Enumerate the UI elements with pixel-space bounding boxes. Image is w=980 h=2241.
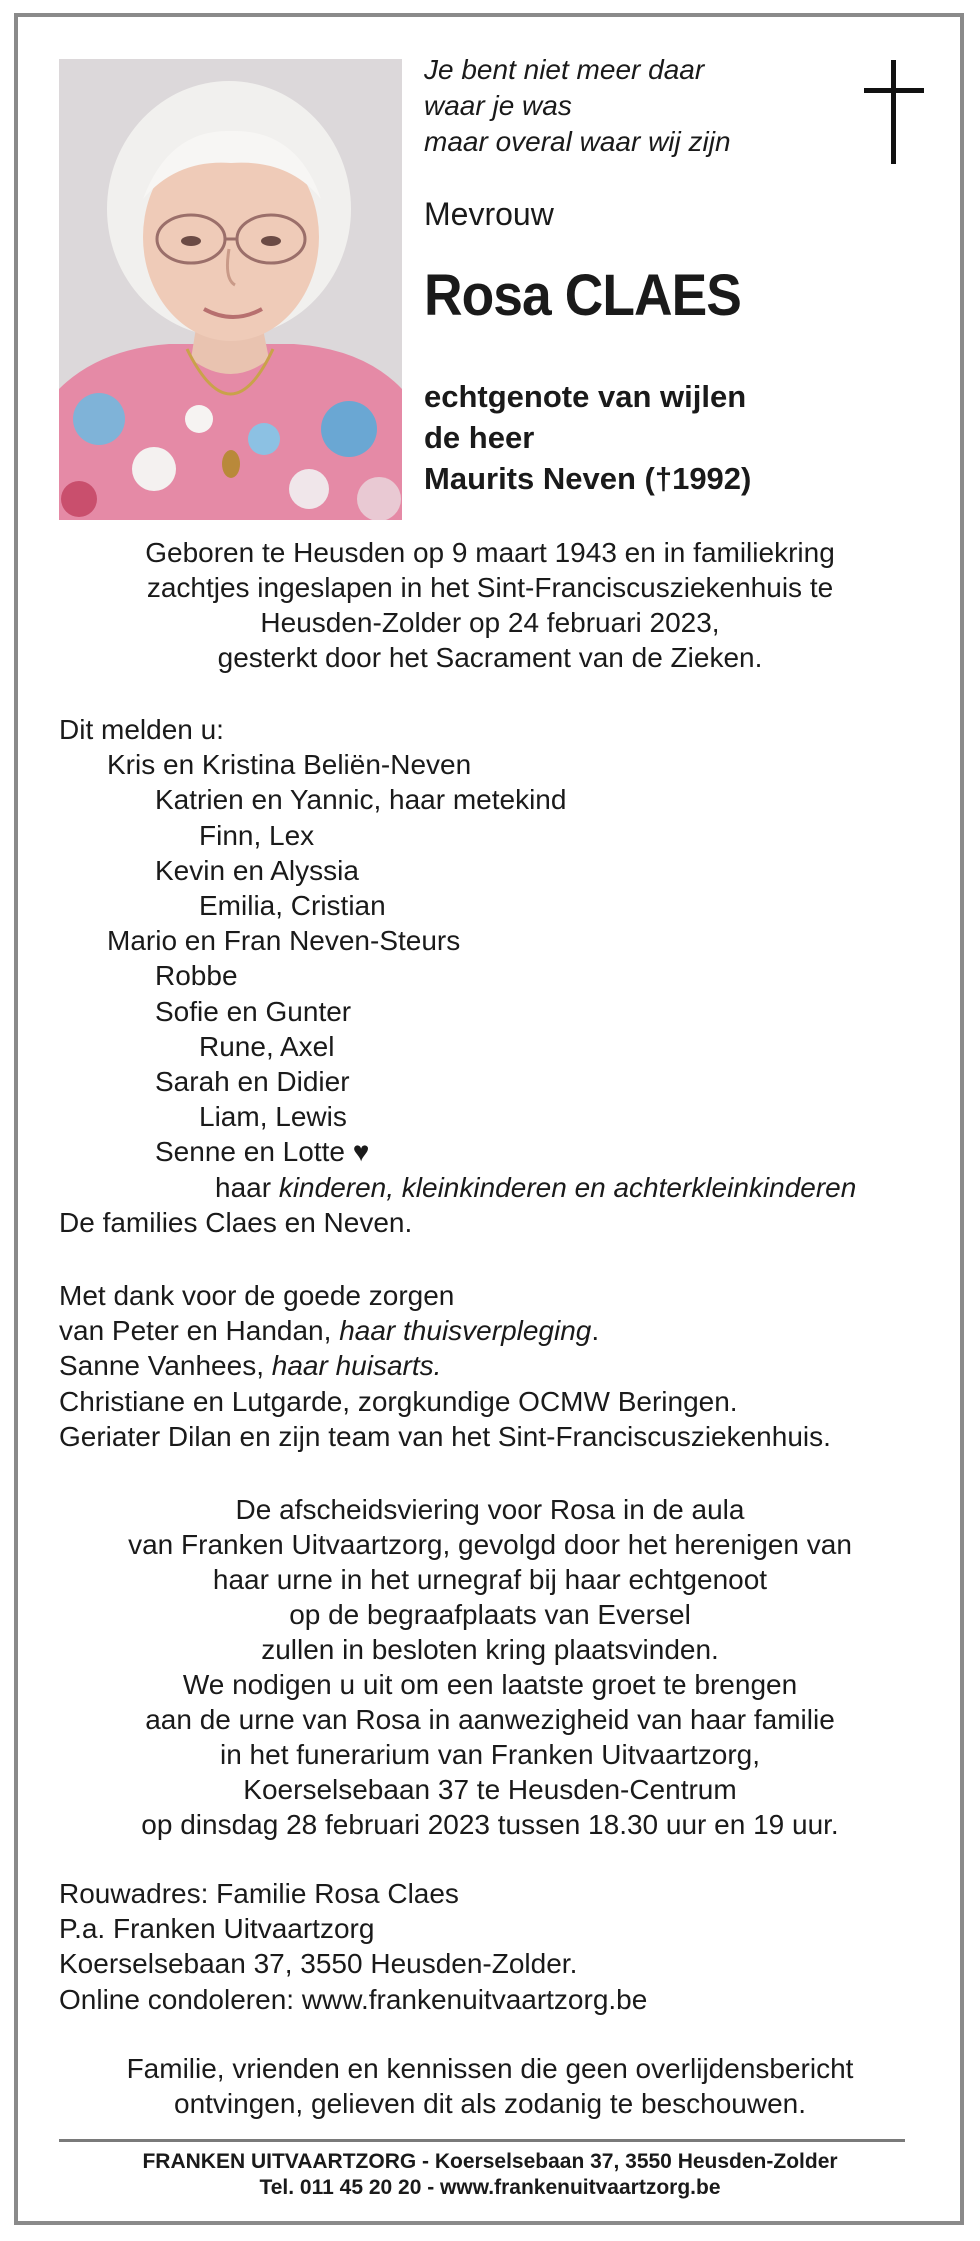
funeral-line: haar urne in het urnegraf bij haar echtgenoot: [212, 1564, 768, 1595]
address-line: Online condoleren: www.frankenuitvaartzorg.be: [59, 1983, 648, 2015]
thanks-line: [59, 1313, 831, 1348]
thanks-text: .: [591, 1315, 600, 1347]
footer-divider: [59, 2139, 905, 2142]
spouse-info: [424, 376, 751, 499]
spouse-line: echtgenote van wijlen: [424, 379, 747, 414]
family-member: Rune, Axel: [199, 1030, 335, 1062]
family-member: Emilia, Cristian: [199, 890, 386, 922]
family-intro: Dit melden u:: [59, 714, 224, 745]
footer-line: Tel. 011 45 20 20 - www.frankenuitvaartzorg.be: [259, 2176, 721, 2199]
address-line: P.a. Franken Uitvaartzorg: [59, 1913, 375, 1945]
latin-cross-icon: [864, 60, 924, 164]
family-list: [59, 712, 856, 1240]
honorific: Mevrouw: [424, 196, 554, 232]
thanks-line: [59, 1348, 831, 1383]
address-line: Rouwadres: Familie Rosa Claes: [59, 1878, 459, 1909]
funeral-line: De afscheidsviering voor Rosa in de aula: [235, 1494, 745, 1525]
deceased-name: Rosa CLAES: [424, 263, 741, 328]
relation-text: kinderen, kleinkinderen en achterkleinkinderen: [278, 1171, 857, 1203]
family-member: Liam, Lewis: [199, 1101, 347, 1133]
portrait-photo: [59, 59, 402, 520]
thanks-section: [59, 1278, 831, 1454]
poem: [424, 52, 731, 160]
funeral-info: [40, 1492, 940, 1842]
family-member: Sofie en Gunter: [155, 995, 352, 1027]
funeral-line: op dinsdag 28 februari 2023 tussen 18.30 uur en 19 uur.: [141, 1809, 839, 1840]
thanks-italic: haar thuisverpleging: [339, 1315, 592, 1347]
family-member: Mario en Fran Neven-Steurs: [107, 925, 461, 957]
birth-line: gesterkt door het Sacrament van de Zieken.: [217, 642, 763, 673]
relation-prefix: haar: [215, 1171, 279, 1203]
funeral-line: Koerselsebaan 37 te Heusden-Centrum: [243, 1774, 737, 1805]
birth-announcement: [40, 535, 940, 675]
birth-line: zachtjes ingeslapen in het Sint-Franciscusziekenhuis te: [146, 572, 834, 603]
funeral-line: zullen in besloten kring plaatsvinden.: [261, 1634, 719, 1665]
family-member: Robbe: [155, 960, 238, 992]
poem-line: Je bent niet meer daar: [424, 54, 705, 85]
thanks-text: van Peter en Handan,: [59, 1315, 340, 1347]
family-member: Katrien en Yannic, haar metekind: [155, 784, 567, 816]
family-relation: [59, 1170, 856, 1205]
footer: [40, 2149, 940, 2201]
funeral-line: van Franken Uitvaartzorg, gevolgd door het herenigen van: [128, 1529, 852, 1560]
thanks-line: Met dank voor de goede zorgen: [59, 1280, 455, 1311]
thanks-italic: haar huisarts.: [271, 1350, 442, 1382]
closing-line: Familie, vrienden en kennissen die geen overlijdensbericht: [126, 2053, 854, 2084]
mourning-address: [59, 1876, 647, 2017]
thanks-line: Geriater Dilan en zijn team van het Sint-Franciscusziekenhuis.: [59, 1420, 831, 1452]
closing-line: ontvingen, gelieven dit als zodanig te beschouwen.: [174, 2088, 806, 2119]
spouse-line: Maurits Neven (†1992): [424, 461, 752, 496]
family-member: Senne en Lotte ♥: [155, 1136, 370, 1168]
families-line: De families Claes en Neven.: [59, 1206, 413, 1238]
address-line: Koerselsebaan 37, 3550 Heusden-Zolder.: [59, 1948, 578, 1980]
thanks-text: Sanne Vanhees,: [59, 1350, 272, 1382]
family-member: Kevin en Alyssia: [155, 854, 359, 886]
closing-note: [40, 2051, 940, 2121]
funeral-line: in het funerarium van Franken Uitvaartzorg,: [219, 1739, 761, 1770]
family-member: Sarah en Didier: [155, 1066, 350, 1098]
funeral-line: op de begraafplaats van Eversel: [289, 1599, 691, 1630]
birth-line: Geboren te Heusden op 9 maart 1943 en in familiekring: [145, 537, 835, 568]
footer-line: FRANKEN UITVAARTZORG - Koerselsebaan 37, 3550 Heusden-Zolder: [142, 2150, 838, 2173]
spouse-line: de heer: [424, 420, 535, 455]
family-member: Finn, Lex: [199, 819, 315, 851]
funeral-line: We nodigen u uit om een laatste groet te brengen: [182, 1669, 798, 1700]
thanks-line: Christiane en Lutgarde, zorgkundige OCMW Beringen.: [59, 1385, 738, 1417]
family-member: Kris en Kristina Beliën-Neven: [107, 749, 472, 781]
funeral-line: aan de urne van Rosa in aanwezigheid van haar familie: [145, 1704, 835, 1735]
poem-line: maar overal waar wij zijn: [424, 126, 731, 157]
poem-line: waar je was: [424, 90, 572, 121]
birth-line: Heusden-Zolder op 24 februari 2023,: [260, 607, 720, 638]
